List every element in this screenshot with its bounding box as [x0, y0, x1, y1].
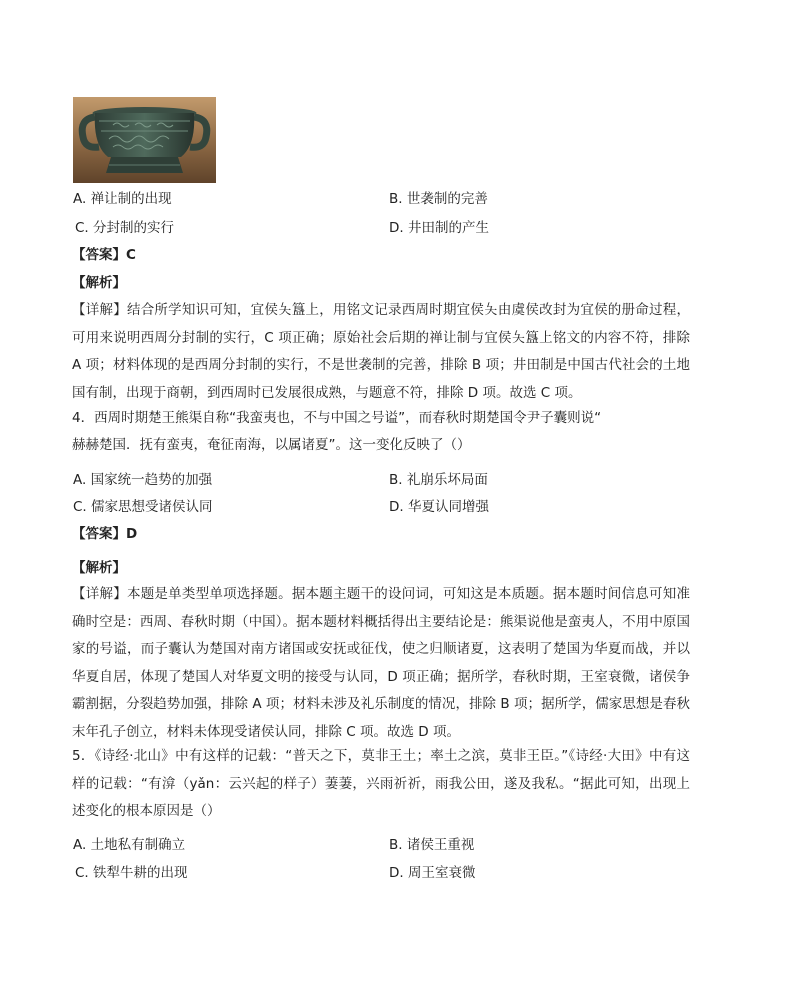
answer-label: 【答案】 [72, 247, 126, 263]
answer-label: 【答案】 [72, 526, 126, 542]
q4-stem-line1: 4．西周时期楚王熊渠自称“我蛮夷也，不与中国之号谥”，而春秋时期楚国令尹子囊则说“ [72, 410, 602, 426]
bronze-vessel-image [73, 97, 216, 183]
q5-option-b: B. 诸侯王重视 [389, 837, 475, 853]
q4-detail-text: 【详解】本题是单类型单项选择题。据本题主题干的设问词，可知这是本质题。据本题时间信息可知准确时空是：西周、春秋时期（中国）。据本题材料概括得出主要结论是：熊渠说他是蛮夷人，不用中原国家的号谥，而子囊认为楚国对南方诸国或安抚或征伐，使之归顺诸夏，这表明了楚国为华夏而战，并以华夏自居，体现了楚国人对华夏文明的接受与认同，D 项正确；据所学，春秋时期，王室衰微，诸侯争霸割据，分裂趋势加强，排除 A 项；材料未涉及礼乐制度的情况，排除 B 项；据所学，儒家思想是春秋末年孔子创立，材料未体现受诸侯认同，排除 C 项。故选 D 项。 [72, 586, 690, 740]
answer-value: C [126, 247, 136, 263]
q5-stem: 5．《诗经·北山》中有这样的记载：“普天之下，莫非王土；率土之滨，莫非王臣。”《诗经·大田》中有这样的记载：“有渰（yǎn：云兴起的样子）萋萋，兴雨祈祈，雨我公田，遂及我私。“据此可知，出现上述变化的根本原因是（） [72, 748, 690, 820]
q3-answer [72, 246, 136, 264]
q4-stem-line2: 赫赫楚国．抚有蛮夷，奄征南海，以属诸夏”。这一变化反映了（） [72, 437, 471, 453]
q3-analysis-label: 【解析】 [72, 275, 126, 291]
q4-option-d: D. 华夏认同增强 [389, 499, 489, 515]
q3-option-d: D. 井田制的产生 [389, 220, 489, 236]
q3-option-a: A. 禅让制的出现 [73, 191, 172, 207]
q5-option-c: C. 铁犁牛耕的出现 [75, 865, 188, 881]
q4-option-c: C. 儒家思想受诸侯认同 [73, 499, 213, 515]
q4-answer [72, 525, 137, 543]
answer-value: D [126, 526, 138, 542]
q3-option-c: C. 分封制的实行 [75, 220, 175, 236]
bronze-gui-illustration [73, 97, 216, 183]
q3-option-b: B. 世袭制的完善 [389, 191, 488, 207]
q4-analysis-label: 【解析】 [72, 560, 126, 576]
q4-option-b: B. 礼崩乐坏局面 [389, 472, 488, 488]
q3-detail-text: 【详解】结合所学知识可知，宜侯夨簋上，用铭文记录西周时期宜侯夨由虞侯改封为宜侯的册命过程，可用来说明西周分封制的实行，C 项正确；原始社会后期的禅让制与宜侯夨簋上铭文的内容不符，排除 A 项；材料体现的是西周分封制的实行，不是世袭制的完善，排除 B 项；井田制是中国古代社会的土地国有制，出现于商朝，到西周时已发展很成熟，与题意不符，排除 D 项。故选 C 项。 [72, 302, 690, 401]
q4-option-a: A. 国家统一趋势的加强 [73, 472, 213, 488]
q5-option-d: D. 周王室衰微 [389, 865, 476, 881]
q5-option-a: A. 土地私有制确立 [73, 837, 186, 853]
